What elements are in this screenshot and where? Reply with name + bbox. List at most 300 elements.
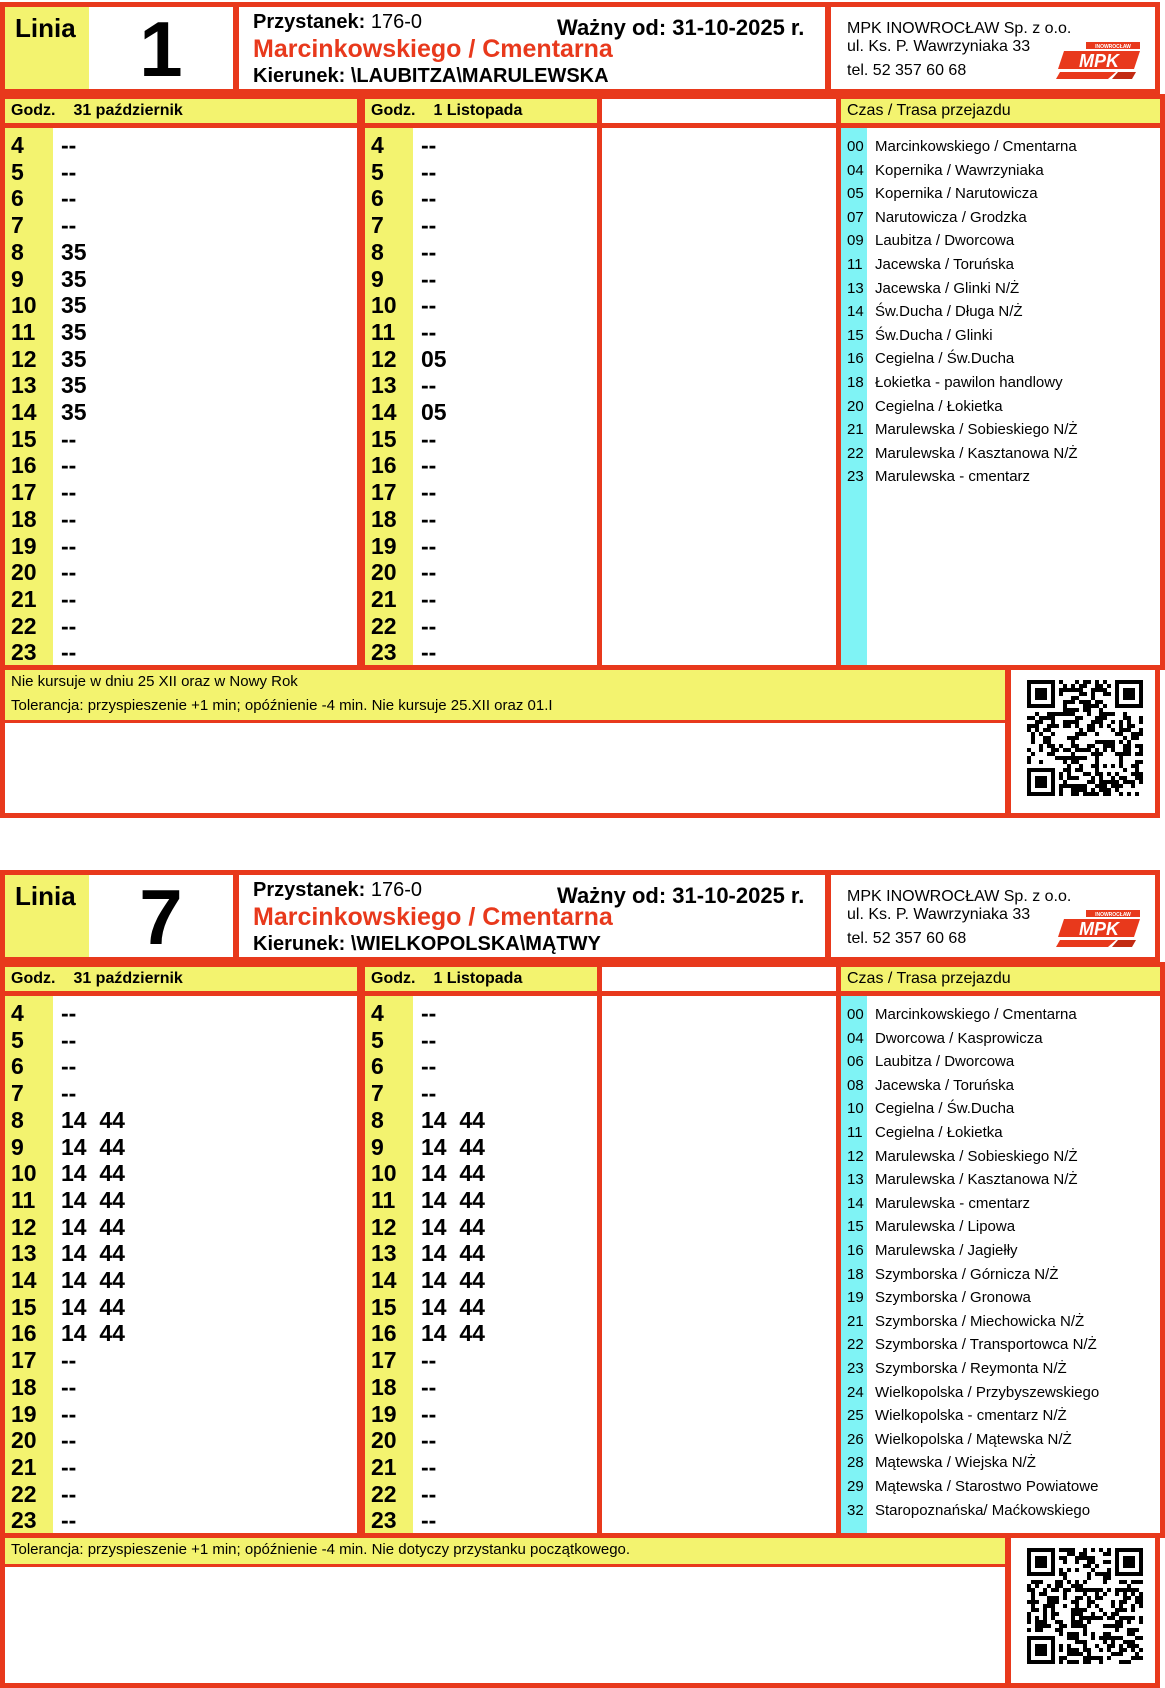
route-stop [841,1097,1161,1120]
route-time: 29 [847,1478,864,1495]
minutes-cell: -- [61,559,77,586]
company-address: ul. Ks. P. Wawrzyniaka 33 [847,38,1031,55]
hour-cell: 21 [11,1453,37,1480]
route-time: 10 [847,1100,864,1118]
schedule-row [365,1267,595,1293]
route-list [841,1003,1161,1522]
hour-cell: 4 [371,1000,384,1026]
hour-cell: 20 [11,559,37,586]
route-stop [841,1215,1161,1238]
route-stop [841,1168,1161,1191]
logo-top-text: INOWROCŁAW [1095,912,1131,918]
schedule-row [5,1427,345,1453]
minutes-cell: -- [421,505,437,532]
qr-code-icon [1027,1548,1143,1664]
route-stop-name: Jacewska / Toruńska [875,256,1014,273]
route-stop [841,347,1161,370]
schedule-row [365,1374,595,1400]
minutes-cell: -- [61,1053,77,1080]
minutes-cell: 35 [61,238,87,265]
hour-cell: 19 [371,1400,397,1427]
schedule-row [365,479,595,505]
hour-cell: 14 [371,1267,397,1293]
hour-cell: 6 [371,1053,384,1080]
route-time: 14 [847,303,864,321]
day1-column [5,132,355,666]
route-stop-name: Marulewska / Lipowa [875,1218,1016,1236]
hour-cell: 18 [371,505,397,532]
hour-cell: 17 [11,1347,37,1374]
schedule-row [5,399,345,425]
schedule-row [365,452,595,478]
minutes-cell: -- [61,1507,77,1534]
schedule-row [365,559,595,585]
route-stop [841,395,1161,418]
hour-cell: 18 [11,1373,37,1400]
route-time: 07 [847,208,864,226]
minutes-cell: -- [61,185,77,212]
route-time: 23 [847,468,864,486]
day2-header [371,967,597,991]
logo-text: MPK [1079,919,1119,939]
schedule-row [5,132,345,158]
route-time: 04 [847,1029,864,1047]
minutes-cell: -- [421,639,437,666]
route-stop [841,1499,1161,1522]
route-time: 06 [847,1053,864,1071]
route-stop-name: Cegielna / Łokietka [875,1124,1003,1141]
schedule-row [365,639,595,665]
minutes-cell: 05 [421,345,447,372]
route-stop-name: Marulewska - cmentarz [875,468,1031,486]
schedule-row [5,586,345,612]
notes-box [0,665,1010,818]
schedule-row [5,239,345,265]
route-stop-name: Kopernika / Narutowicza [875,185,1038,203]
hour-cell: 8 [11,1106,24,1133]
schedule-row [365,1401,595,1427]
route-stop [841,1239,1161,1262]
minutes-cell: 14 44 [61,1186,125,1213]
route-time: 05 [847,185,864,203]
schedule-row [5,1481,345,1507]
hour-cell: 18 [11,505,37,532]
route-stop [841,1404,1161,1427]
hour-cell: 15 [371,425,397,452]
minutes-cell: 14 44 [61,1320,125,1347]
schedule-row [5,639,345,665]
schedule-row [5,1214,345,1240]
line-label: Linia [15,881,76,911]
minutes-cell: -- [61,452,77,479]
minutes-cell: -- [421,452,437,479]
route-stop [841,159,1161,182]
route-stop [841,1357,1161,1380]
route-stop [841,1145,1161,1168]
route-stop-name: Szymborska / Transportowca N/Ż [875,1336,1097,1354]
route-list [841,135,1161,489]
minutes-cell: -- [61,479,77,506]
stop-code: 176-0 [370,879,422,901]
schedule-row [365,1240,595,1266]
hour-cell: 6 [371,185,384,212]
route-time: 11 [847,256,863,273]
schedule-row [5,1374,345,1400]
minutes-cell: -- [61,1453,77,1480]
schedule-row [5,159,345,185]
minutes-cell: -- [421,212,437,239]
route-stop-name: Marulewska - cmentarz [875,1194,1031,1212]
hour-cell: 6 [11,185,24,212]
schedule-row [365,1454,595,1480]
route-time: 21 [847,1312,864,1330]
minutes-cell: -- [61,612,77,639]
route-header: Czas / Trasa przejazdu [847,102,1011,119]
hour-cell: 7 [371,1080,384,1107]
route-time: 18 [847,1265,864,1283]
direction-row [253,933,813,959]
hour-cell: 4 [11,132,24,158]
route-time: 23 [847,1360,864,1377]
route-stop [841,206,1161,229]
minutes-cell: -- [421,532,437,559]
hour-cell: 23 [11,1507,37,1534]
route-time: 00 [847,1006,864,1023]
hour-cell: 14 [371,399,397,425]
schedule-row [5,1347,345,1373]
schedule-row [5,1000,345,1026]
direction-label: Kierunek: [253,65,346,87]
schedule-row [365,132,595,158]
route-stop-name: Wielkopolska / Przybyszewskiego [875,1383,1100,1401]
hour-cell: 13 [11,1240,37,1267]
line-box [0,2,238,94]
day1-header [11,99,351,123]
hour-cell: 17 [371,1347,397,1374]
company-box [826,2,1160,94]
schedule-row [365,506,595,532]
stop-label: Przystanek: [253,11,366,33]
schedule-row [365,1187,595,1213]
schedule-row [5,452,345,478]
header-divider [5,991,1165,996]
route-time: 24 [847,1383,864,1401]
hour-cell: 10 [11,1160,37,1187]
hour-cell: 10 [11,292,37,319]
minutes-cell: -- [61,532,77,559]
route-time: 26 [847,1430,864,1448]
minutes-cell: -- [61,1026,77,1053]
schedule-row [5,613,345,639]
route-time: 12 [847,1147,864,1165]
schedule-row [5,1401,345,1427]
minutes-cell: -- [61,585,77,612]
schedule-row [5,1507,345,1533]
stop-name: Marcinkowskiego / Cmentarna [253,903,613,931]
company-phone: tel. 52 357 60 68 [847,62,967,79]
direction-row [253,65,813,91]
route-stop [841,1050,1161,1073]
route-stop [841,1192,1161,1215]
minutes-cell: -- [421,1453,437,1480]
route-time: 13 [847,1171,864,1189]
timetable-line-7 [0,868,1165,1688]
schedule-row [365,426,595,452]
route-time: 16 [847,1242,864,1259]
hour-cell: 13 [371,1240,397,1267]
route-stop [841,229,1161,252]
minutes-cell: -- [421,238,437,265]
hour-cell: 15 [11,425,37,452]
minutes-cell: 14 44 [421,1133,485,1160]
route-stop [841,182,1161,205]
route-stop [841,1475,1161,1498]
route-stop [841,418,1161,441]
minutes-cell: 35 [61,265,87,292]
route-stop [841,1003,1161,1026]
hour-cell: 9 [371,265,384,292]
hour-cell: 13 [371,372,397,399]
minutes-cell: -- [421,1400,437,1427]
mpk-logo [1056,909,1142,949]
hour-cell: 15 [11,1293,37,1320]
route-stop-name: Cegielna / Łokietka [875,397,1003,415]
hour-cell: 5 [11,1026,24,1053]
route-stop [841,135,1161,158]
minutes-cell: -- [421,612,437,639]
hour-cell: 9 [371,1133,384,1160]
hour-cell: 21 [371,585,397,612]
note-text: Tolerancja: przyspieszenie +1 min; opóźnienie -4 min. Nie kursuje 25.XII oraz 01.I [11,697,553,714]
minutes-cell: 14 44 [61,1267,125,1293]
schedule-row [365,1320,595,1346]
route-stop [841,1286,1161,1309]
hour-label: Godz. [371,102,416,119]
hour-cell: 13 [11,372,37,399]
route-stop-name: Cegielna / Św.Ducha [875,350,1015,368]
hour-label: Godz. [11,970,56,987]
minutes-cell: -- [421,1000,437,1026]
route-stop-name: Marulewska / Kasztanowa N/Ż [875,444,1078,462]
schedule-row [365,319,595,345]
schedule-row [5,346,345,372]
schedule-row [365,292,595,318]
notes-box [0,1533,1010,1688]
minutes-cell: -- [421,1053,437,1080]
route-stop-name: Narutowicza / Grodzka [875,208,1027,226]
schedule-row [365,533,595,559]
hour-cell: 8 [371,1106,384,1133]
hour-cell: 5 [371,1026,384,1053]
hour-cell: 10 [371,292,397,319]
route-stop-name: Cegielna / Św.Ducha [875,1100,1015,1118]
hour-label: Godz. [11,102,56,119]
schedule-row [365,399,595,425]
day1-label: 31 październik [73,970,183,987]
col-divider-2 [597,99,602,675]
minutes-cell: -- [61,1373,77,1400]
hour-cell: 22 [371,1480,397,1507]
line-box [0,870,238,962]
route-stop-name: Łokietka - pawilon handlowy [875,374,1063,391]
schedule-row [365,1080,595,1106]
hour-cell: 11 [371,318,396,345]
route-time: 16 [847,350,864,368]
route-stop [841,277,1161,300]
schedule-row [5,1107,345,1133]
schedule-row [5,372,345,398]
hour-cell: 14 [11,399,37,425]
hour-cell: 4 [371,132,384,158]
route-stop [841,465,1161,488]
route-time: 09 [847,232,864,250]
schedule-row [5,1187,345,1213]
minutes-cell: 14 44 [421,1293,485,1320]
route-stop-name: Jacewska / Glinki N/Ż [875,279,1020,297]
minutes-cell: -- [61,1080,77,1107]
schedule-row [5,426,345,452]
route-stop-name: Szymborska / Górnicza N/Ż [875,1265,1059,1283]
hour-cell: 6 [11,1053,24,1080]
route-stop-name: Wielkopolska / Mątewska N/Ż [875,1430,1072,1448]
route-stop [841,1381,1161,1404]
route-stop-name: Marulewska / Sobieskiego N/Ż [875,1147,1078,1165]
route-stop-name: Laubitza / Dworcowa [875,232,1015,250]
day2-label: 1 Listopada [433,970,523,987]
hour-cell: 14 [11,1267,37,1293]
hour-cell: 16 [11,1320,37,1347]
route-stop-name: Św.Ducha / Długa N/Ż [875,303,1023,321]
stop-info-box [234,2,830,94]
minutes-cell: -- [421,1080,437,1107]
schedule-row [365,1000,595,1026]
minutes-cell: -- [61,505,77,532]
route-stop-name: Laubitza / Dworcowa [875,1053,1015,1071]
minutes-cell: -- [421,1373,437,1400]
hour-cell: 23 [11,639,37,666]
route-stop [841,371,1161,394]
route-time: 25 [847,1407,864,1425]
hour-cell: 12 [11,1213,37,1240]
schedule-row [5,1454,345,1480]
hour-cell: 22 [11,1480,37,1507]
hour-cell: 15 [371,1293,397,1320]
day1-label: 31 październik [73,102,183,119]
schedule-row [365,1507,595,1533]
timetable-line-1 [0,0,1165,820]
schedule-row [365,1027,595,1053]
schedule-row [365,1107,595,1133]
route-time: 19 [847,1289,864,1307]
day2-label: 1 Listopada [433,102,523,119]
hour-cell: 7 [371,212,384,239]
note-text: Nie kursuje w dniu 25 XII oraz w Nowy Rok [11,673,298,690]
minutes-cell: -- [421,158,437,185]
hour-cell: 11 [371,1186,396,1213]
line-number: 7 [139,873,183,961]
schedule-row [365,159,595,185]
minutes-cell: -- [61,1000,77,1026]
hour-cell: 4 [11,1000,24,1026]
minutes-cell: -- [421,185,437,212]
hour-cell: 8 [11,238,24,265]
route-time: 32 [847,1501,864,1519]
schedule-row [5,1320,345,1346]
schedule-row [365,239,595,265]
minutes-cell: -- [61,1347,77,1374]
schedule-row [5,1294,345,1320]
hour-cell: 17 [371,479,397,506]
minutes-cell: -- [421,1480,437,1507]
mpk-logo [1056,41,1142,81]
minutes-cell: -- [61,639,77,666]
hour-cell: 17 [11,479,37,506]
schedule-row [5,1027,345,1053]
qr-box [1006,1533,1160,1688]
hour-cell: 16 [11,452,37,479]
schedule-row [365,372,595,398]
route-stop-name: Szymborska / Gronowa [875,1289,1031,1307]
schedule-row [365,1214,595,1240]
minutes-cell: -- [421,1427,437,1454]
schedule-row [5,1267,345,1293]
schedule-row [5,1160,345,1186]
minutes-cell: 14 44 [61,1213,125,1240]
schedule-row [5,212,345,238]
route-stop-name: Marcinkowskiego / Cmentarna [875,1006,1077,1023]
day2-header [371,99,597,123]
minutes-cell: 14 44 [421,1213,485,1240]
route-time: 00 [847,138,864,155]
minutes-cell: 35 [61,345,87,372]
route-time: 15 [847,326,864,344]
route-time: 04 [847,161,864,179]
minutes-cell: 14 44 [421,1240,485,1267]
route-time: 22 [847,1336,864,1354]
company-name: MPK INOWROCŁAW Sp. z o.o. [847,888,1072,905]
route-stop-name: Marulewska / Kasztanowa N/Ż [875,1171,1078,1189]
minutes-cell: -- [61,1480,77,1507]
schedule-row [365,1427,595,1453]
hour-cell: 20 [11,1427,37,1454]
col-divider-2 [597,967,602,1543]
minutes-cell: -- [61,132,77,158]
hour-cell: 20 [371,559,397,586]
minutes-cell: 05 [421,399,447,425]
stop-label: Przystanek: [253,879,366,901]
minutes-cell: -- [61,158,77,185]
minutes-cell: 14 44 [61,1160,125,1187]
schedule-row [5,1240,345,1266]
minutes-cell: 35 [61,292,87,319]
hour-cell: 12 [371,1213,397,1240]
minutes-cell: 35 [61,372,87,399]
minutes-cell: -- [421,1347,437,1374]
day2-column [365,1000,595,1534]
minutes-cell: -- [61,1427,77,1454]
route-stop [841,1074,1161,1097]
route-time: 08 [847,1076,864,1094]
route-stop [841,1121,1161,1144]
stop-name: Marcinkowskiego / Cmentarna [253,35,613,63]
schedule-row [5,1053,345,1079]
schedule-row [5,185,345,211]
minutes-cell: -- [61,212,77,239]
schedule-row [365,1160,595,1186]
valid-from: Ważny od: 31-10-2025 r. [557,883,805,908]
col-divider-1 [357,99,365,675]
schedule-row [365,266,595,292]
